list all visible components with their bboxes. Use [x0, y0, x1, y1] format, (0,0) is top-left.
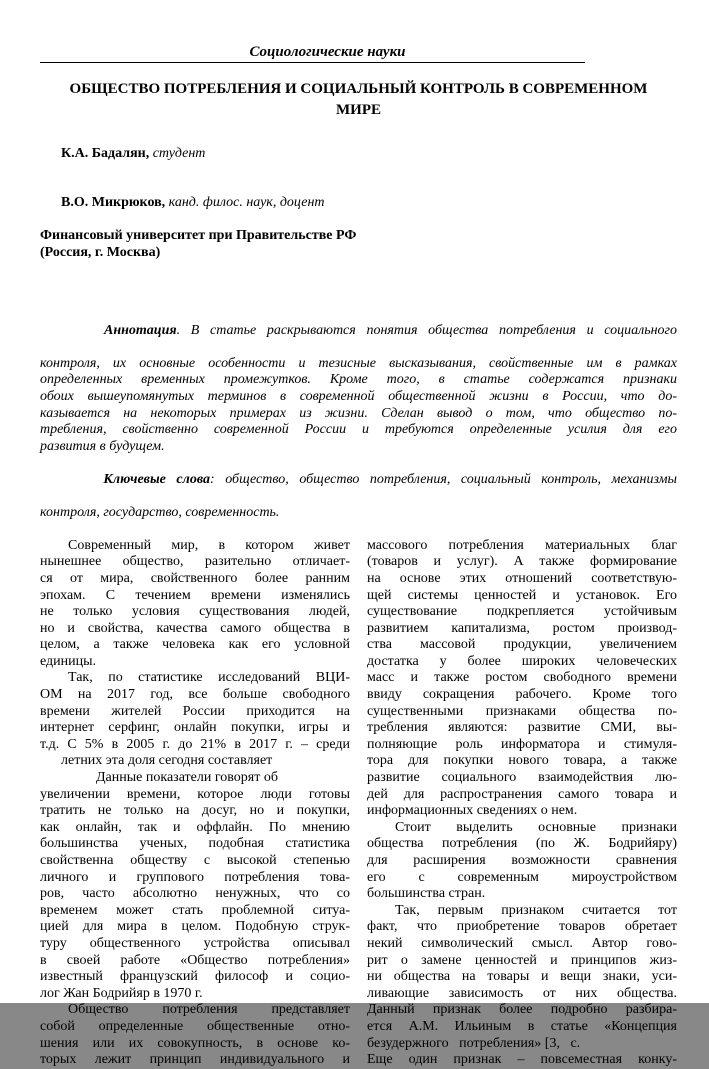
text-line: требления являются: развитие СМИ, вы-	[367, 720, 677, 736]
left-column	[40, 538, 350, 1069]
author-name: В.О. Микрюков,	[61, 195, 166, 210]
text-line: туру общественного устройства описывал	[40, 935, 350, 951]
text-line: тора для покупки нового товара, а также	[367, 753, 677, 769]
author-name: К.А. Бадалян,	[61, 145, 150, 161]
text-line: лог Жан Бодрийяр в 1970 г.	[40, 985, 203, 1001]
text-line: торых лежит принцип индивидуального и	[40, 1052, 350, 1068]
text-line: (товаров и услуг). А также формирование	[367, 554, 677, 570]
text-line: Общество потребления представляет	[68, 1002, 350, 1018]
text-line: интернет серфинг, онлайн покупки, игры и	[40, 720, 350, 736]
text-line: достатка у более широких человеческих	[367, 653, 677, 669]
text-line: известный французский философ и социо-	[40, 969, 350, 985]
affiliation-line: (Россия, г. Москва)	[40, 244, 161, 260]
text-line: как онлайн, так и оффлайн. По мнению	[40, 819, 350, 835]
keywords-text: : общество, общество потребления, социальный контроль, механизмы	[210, 471, 677, 487]
text-line: развитием капитализма, ростом производ-	[367, 620, 677, 636]
text-line: контроля, государство, современность.	[40, 505, 280, 521]
text-line: ется А.М. Ильиным в статье «Концепция	[367, 1018, 677, 1034]
text-line: обоих вышеупомянутых терминов в современной общественной жизни в России, что до-	[40, 388, 677, 404]
text-line: МИРЕ	[336, 102, 381, 118]
text-line: увеличении времени, которое люди готовы	[40, 786, 350, 802]
author-role: студент	[149, 145, 206, 161]
text-line: т.д. С 5% в 2005 г. до 21% в 2017 г. – среди	[40, 736, 350, 752]
text-line: безудержного потребления» [3, с.	[367, 1035, 581, 1051]
text-line: развитие социального взаимодействия лю-	[367, 770, 677, 786]
text-line: контроля, их основные особенности и тезисные высказывания, свойственные им в рамках	[40, 355, 677, 371]
text-line: Современный мир, в котором живет	[68, 537, 350, 553]
article-title	[40, 79, 677, 121]
text-line: массового потребления материальных благ	[367, 537, 677, 553]
keywords-first-line	[40, 455, 677, 505]
authors-block	[40, 129, 677, 261]
text-line: Еще один признак – повсеместная конку-	[367, 1052, 677, 1068]
text-line: большинства стран.	[367, 886, 486, 902]
text-line: собой определенные общественные отно-	[40, 1018, 350, 1034]
keywords-lines	[40, 505, 677, 522]
abstract-block	[40, 306, 677, 522]
text-line: Стоит выделить основные признаки	[395, 819, 677, 835]
text-line: целом, а также человека как его условной	[40, 637, 350, 653]
text-line: существование подкрепляется устойчивым	[367, 604, 677, 620]
text-line: ров, часто абсолютно ненужных, что со	[40, 886, 350, 902]
text-line: времени жителей России приходится на	[40, 703, 350, 719]
text-line: существенными признаками общества по-	[367, 703, 677, 719]
text-line: большинства ученых, подобная статистика	[40, 836, 350, 852]
abstract-label: Аннотация	[104, 322, 177, 338]
text-line: дей для распространения самого товара и	[367, 786, 677, 802]
author-line	[40, 179, 677, 229]
text-line: ни общества на товары и вещи знаки, уси-	[367, 969, 677, 985]
text-line: эпохам. С течением времени изменялись	[40, 587, 350, 603]
text-line: шения или их совокупность, в основе ко-	[40, 1035, 350, 1051]
text-line: свойственна обществу с высокой степенью	[40, 853, 350, 868]
body-columns	[40, 538, 677, 1069]
text-line: требления, свойственно современной России и требуются определенные усилия для его	[40, 422, 677, 438]
text-line: его с современным мироустройством	[367, 869, 677, 885]
author-line	[40, 129, 677, 179]
text-line: рит о замене ценностей и принципов жиз-	[367, 952, 677, 968]
text-line: личного и группового потребления това-	[40, 869, 350, 885]
text-line: нынешнее общество, разительно отличает-	[40, 554, 350, 570]
text-line: ОМ на 2017 год, все больше свободного	[40, 687, 350, 703]
text-line: казывается на некоторых примерах из жизни. Сделан вывод о том, что общество по-	[40, 405, 677, 421]
text-line: единицы.	[40, 653, 97, 669]
text-line: ливающие зависимость от них общества.	[367, 985, 677, 1001]
text-line: Так, по статистике исследований ВЦИ-	[68, 670, 350, 686]
text-line: цией для мира в целом. Подобную струк-	[40, 919, 350, 935]
text-line: не только условия существования людей,	[40, 604, 350, 620]
text-line: факт, что приобретение товаров обретает	[367, 919, 677, 935]
author-role: канд. филос. наук, доцент	[165, 195, 325, 210]
affiliation-line: Финансовый университет при Правительстве РФ	[40, 228, 357, 243]
text-line: для расширения возможности сравнения	[367, 853, 677, 868]
text-line: щей системы ценностей и установок. Его	[367, 587, 677, 603]
text-line: но и свойства, качества самого общества в	[40, 620, 350, 636]
text-line: тратить не только на досуг, но и покупки,	[40, 803, 350, 819]
text-line: в своей работе «Общество потребления»	[40, 952, 350, 968]
header-divider	[40, 62, 585, 63]
abstract-text: . В статье раскрываются понятия общества потребления и социального	[176, 322, 678, 338]
text-line: ся от мира, свойственного более ранним	[40, 570, 350, 586]
abstract-first-line	[40, 306, 677, 356]
text-line: Так, первым признаком считается тот	[395, 902, 677, 918]
abstract-lines	[40, 356, 677, 456]
section-header: Социологические науки	[249, 44, 406, 60]
text-line: ввиду сокращения рабочего. Кроме того	[367, 687, 677, 703]
text-line: ства массовой продукции, увеличением	[367, 637, 677, 653]
text-line: общества потребления (по Ж. Бодрийяру)	[367, 836, 677, 852]
text-line: информационных сведениях о нем.	[367, 803, 578, 819]
text-line: летних эта доля сегодня составляет	[40, 753, 273, 769]
text-line: ОБЩЕСТВО ПОТРЕБЛЕНИЯ И СОЦИАЛЬНЫЙ КОНТРОЛЬ В СОВРЕМЕННОМ	[69, 81, 648, 97]
text-line: масс и также ростом свободного времени	[367, 670, 677, 686]
text-line: Данный признак более подробно разбира-	[367, 1002, 677, 1018]
text-line: на основе этих отношений соответствую-	[367, 570, 677, 586]
right-column	[367, 538, 677, 1069]
text-line: развития в будущем.	[40, 438, 165, 454]
text-line: Данные показатели говорят об	[40, 770, 278, 786]
text-line: временем может стать проблемной ситуа-	[40, 902, 350, 918]
text-line: определенных временных промежутков. Кроме того, в статье содержатся признаки	[40, 372, 677, 388]
keywords-label: Ключевые слова	[103, 471, 210, 487]
text-line: некий символический смысл. Автор гово-	[367, 935, 677, 951]
text-line: полняющие роль информатора и стимуля-	[367, 736, 677, 752]
